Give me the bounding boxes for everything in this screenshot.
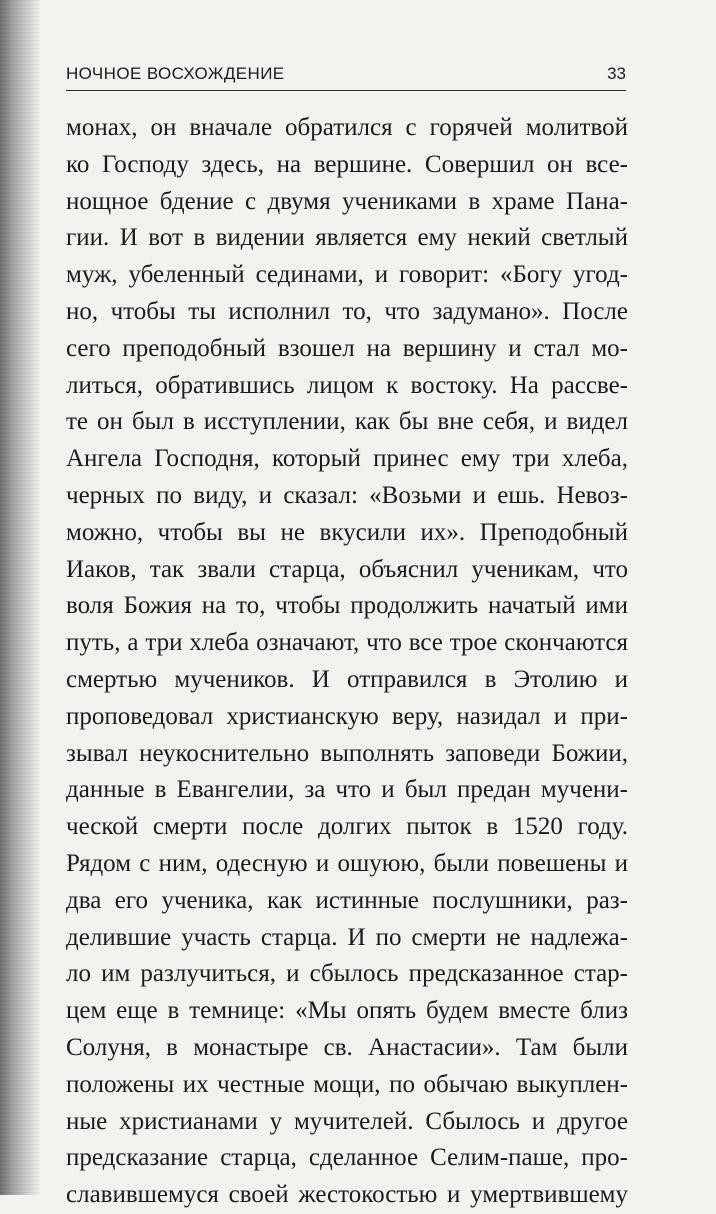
text-line: ко Господу здесь, на вершине. Совершил он все- bbox=[66, 150, 628, 178]
page-edge-shadow bbox=[0, 0, 40, 1195]
text-line: Солуня, в монастыре св. Анастасии». Там были bbox=[66, 1033, 628, 1061]
page-number: 33 bbox=[607, 64, 626, 83]
text-line: нощное бдение с двумя учениками в храме Пана- bbox=[66, 187, 628, 215]
text-line: литься, обратившись лицом к востоку. На рассве- bbox=[66, 371, 628, 399]
text-line: цем еще в темнице: «Мы опять будем вместе близ bbox=[66, 997, 628, 1025]
running-header bbox=[66, 60, 626, 91]
text-line: монах, он вначале обратился с горячей молитвой bbox=[66, 114, 628, 141]
text-line: славившемуся своей жестокостью и умертвившему bbox=[66, 1181, 628, 1209]
body-text bbox=[66, 110, 628, 1214]
text-line: Ангела Господня, который принес ему три хлеба, bbox=[66, 445, 628, 473]
text-line: черных по виду, и сказал: «Возьми и ешь. Невоз- bbox=[66, 481, 628, 509]
text-line: делившие участь старца. И по смерти не надлежа- bbox=[66, 923, 628, 951]
text-line: ло им разлучиться, и сбылось предсказанное стар- bbox=[66, 960, 628, 988]
running-title: НОЧНОЕ ВОСХОЖДЕНИЕ bbox=[66, 64, 285, 83]
text-line: зывал неукоснительно выполнять заповеди Божии, bbox=[66, 739, 628, 767]
text-line: воля Божия на то, чтобы продолжить начатый ими bbox=[66, 592, 628, 620]
text-line: сего преподобный взошел на вершину и стал мо- bbox=[66, 334, 628, 362]
text-line: смертью мучеников. И отправился в Этолию и bbox=[66, 665, 628, 693]
text-line: путь, а три хлеба означают, что все трое скончаются bbox=[66, 629, 628, 657]
text-line: но, чтобы ты исполнил то, что задумано». После bbox=[66, 297, 628, 325]
text-line: ческой смерти после долгих пыток в 1520 году. bbox=[66, 813, 628, 841]
text-line: положены их честные мощи, по обычаю выкуплен- bbox=[66, 1070, 628, 1098]
text-line: те он был в исступлении, как бы вне себя, и видел bbox=[66, 408, 628, 436]
text-line: можно, чтобы вы не вкусили их». Преподобный bbox=[66, 518, 628, 546]
text-line: ные христианами у мучителей. Сбылось и другое bbox=[66, 1107, 628, 1135]
text-line: данные в Евангелии, за что и был предан мучени- bbox=[66, 776, 628, 804]
text-line: проповедовал христианскую веру, назидал и при- bbox=[66, 702, 628, 730]
text-line: Иаков, так звали старца, объяснил ученикам, что bbox=[66, 555, 628, 583]
text-line: предсказание старца, сделанное Селим-паше, про- bbox=[66, 1144, 628, 1172]
text-line: гии. И вот в видении является ему некий светлый bbox=[66, 224, 628, 252]
text-line: два его ученика, как истинные послушники, раз- bbox=[66, 886, 628, 914]
text-line: Рядом с ним, одесную и ошуюю, были повешены и bbox=[66, 849, 628, 877]
text-line: муж, убеленный сединами, и говорит: «Богу угод- bbox=[66, 261, 628, 289]
